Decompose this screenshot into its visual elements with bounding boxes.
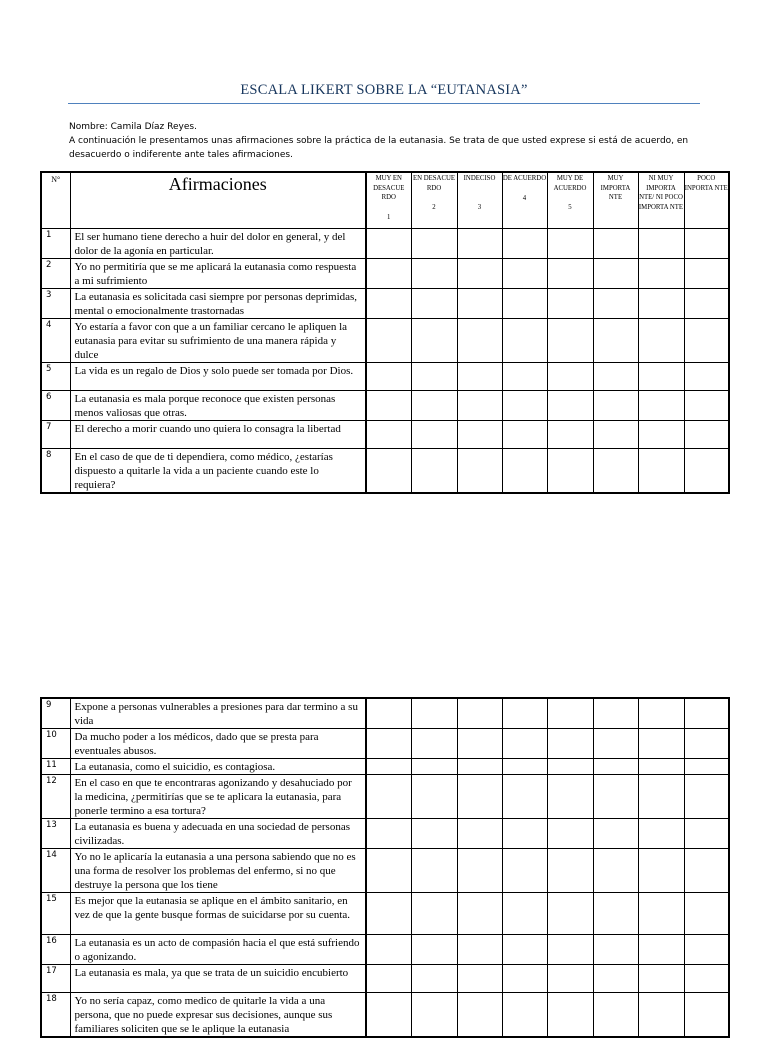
response-cell-3[interactable]: [457, 993, 502, 1038]
statement-row: [41, 849, 729, 893]
statement-row: [41, 893, 729, 935]
response-cell-5[interactable]: [547, 729, 593, 759]
response-cell-3[interactable]: [457, 849, 502, 893]
statement-number: 15: [41, 893, 70, 935]
response-cell-3[interactable]: [457, 390, 502, 420]
response-cell-1[interactable]: [366, 362, 411, 390]
response-cell-4[interactable]: [502, 228, 547, 258]
response-cell-1[interactable]: [366, 258, 411, 288]
response-cell-7[interactable]: [638, 729, 684, 759]
statement-row: [41, 935, 729, 965]
statement-text: Yo no sería capaz, como medico de quitarle la vida a una persona, que no puede expresar sus decisiones, aunque sus familiares soliciten que se le aplique la eutanasia: [70, 993, 366, 1038]
statement-text: La eutanasia, como el suicidio, es contagiosa.: [70, 759, 366, 775]
response-cell-7[interactable]: [638, 893, 684, 935]
response-cell-1[interactable]: [366, 965, 411, 993]
response-cell-4[interactable]: [502, 729, 547, 759]
response-cell-4[interactable]: [502, 893, 547, 935]
response-cell-1[interactable]: [366, 819, 411, 849]
response-cell-1[interactable]: [366, 228, 411, 258]
response-cell-6[interactable]: [593, 390, 638, 420]
response-cell-2[interactable]: [411, 775, 457, 819]
statement-row: [41, 698, 729, 729]
statement-text: La eutanasia es mala porque reconoce que existen personas menos valiosas que otras.: [70, 390, 366, 420]
response-cell-8[interactable]: [684, 759, 729, 775]
response-cell-8[interactable]: [684, 993, 729, 1038]
response-cell-3[interactable]: [457, 729, 502, 759]
scale-label: INDECISO: [463, 175, 496, 182]
response-cell-3[interactable]: [457, 819, 502, 849]
response-cell-5[interactable]: [547, 849, 593, 893]
response-cell-4[interactable]: [502, 390, 547, 420]
response-cell-6[interactable]: [593, 420, 638, 448]
header-scale-4: [502, 172, 547, 228]
statement-text: La eutanasia es solicitada casi siempre por personas deprimidas, mental o emocionalmente trastornadas: [70, 288, 366, 318]
response-cell-2[interactable]: [411, 362, 457, 390]
response-cell-8[interactable]: [684, 318, 729, 362]
response-cell-3[interactable]: [457, 759, 502, 775]
response-cell-7[interactable]: [638, 819, 684, 849]
statement-text: Da mucho poder a los médicos, dado que se presta para eventuales abusos.: [70, 729, 366, 759]
response-cell-8[interactable]: [684, 258, 729, 288]
statement-text: Es mejor que la eutanasia se aplique en el ámbito sanitario, en vez de que la gente busque formas de suicidarse por su cuenta.: [70, 893, 366, 935]
response-cell-6[interactable]: [593, 849, 638, 893]
response-cell-5[interactable]: [547, 993, 593, 1038]
response-cell-7[interactable]: [638, 775, 684, 819]
response-cell-6[interactable]: [593, 729, 638, 759]
response-cell-2[interactable]: [411, 318, 457, 362]
response-cell-7[interactable]: [638, 448, 684, 493]
response-cell-5[interactable]: [547, 362, 593, 390]
statement-number: 8: [41, 448, 70, 493]
scale-value: 2: [432, 204, 436, 211]
response-cell-2[interactable]: [411, 420, 457, 448]
statement-row: [41, 448, 729, 493]
response-cell-1[interactable]: [366, 759, 411, 775]
scale-value: 1: [387, 213, 391, 221]
scale-value: 3: [477, 203, 482, 211]
response-cell-6[interactable]: [593, 698, 638, 729]
response-cell-5[interactable]: [547, 420, 593, 448]
response-cell-6[interactable]: [593, 362, 638, 390]
response-cell-6[interactable]: [593, 819, 638, 849]
statement-number: 12: [41, 775, 70, 819]
response-cell-1[interactable]: [366, 448, 411, 493]
header-scale-neutral-importance: [638, 172, 684, 228]
statement-number: 5: [41, 362, 70, 390]
response-cell-3[interactable]: [457, 362, 502, 390]
response-cell-6[interactable]: [593, 228, 638, 258]
response-cell-5[interactable]: [547, 258, 593, 288]
response-cell-4[interactable]: [502, 288, 547, 318]
response-cell-6[interactable]: [593, 759, 638, 775]
response-cell-5[interactable]: [547, 935, 593, 965]
response-cell-1[interactable]: [366, 288, 411, 318]
response-cell-5[interactable]: [547, 318, 593, 362]
statement-row: [41, 228, 729, 258]
statement-number: 14: [41, 849, 70, 893]
response-cell-8[interactable]: [684, 729, 729, 759]
statement-text: El derecho a morir cuando uno quiera lo consagra la libertad: [70, 420, 366, 448]
response-cell-4[interactable]: [502, 759, 547, 775]
statement-number: 1: [41, 228, 70, 258]
statement-row: [41, 965, 729, 993]
response-cell-7[interactable]: [638, 390, 684, 420]
statement-number: 4: [41, 318, 70, 362]
response-cell-1[interactable]: [366, 390, 411, 420]
response-cell-7[interactable]: [638, 993, 684, 1038]
response-cell-5[interactable]: [547, 893, 593, 935]
statement-text: Yo no le aplicaría la eutanasia a una persona sabiendo que no es una forma de resolver los problemas del enfermo, si no que destruye la persona que los tiene: [70, 849, 366, 893]
response-cell-8[interactable]: [684, 228, 729, 258]
statement-number: 2: [41, 258, 70, 288]
response-cell-2[interactable]: [411, 390, 457, 420]
response-cell-8[interactable]: [684, 362, 729, 390]
statement-text: En el caso en que te encontraras agonizando y desahuciado por la medicina, ¿permitirías que se te aplicara la eutanasia, para ponerle termino a esa tortura?: [70, 775, 366, 819]
response-cell-2[interactable]: [411, 893, 457, 935]
statement-text: Yo no permitiría que se me aplicará la eutanasia como respuesta a mi sufrimiento: [70, 258, 366, 288]
response-cell-4[interactable]: [502, 775, 547, 819]
header-scale-1: [366, 172, 411, 228]
response-cell-6[interactable]: [593, 993, 638, 1038]
statement-number: 9: [41, 698, 70, 729]
document-title: ESCALA LIKERT SOBRE LA “EUTANASIA”: [240, 82, 528, 98]
respondent-name: Nombre: Camila Díaz Reyes.: [69, 122, 197, 132]
response-cell-7[interactable]: [638, 698, 684, 729]
likert-table-page-1: [40, 171, 730, 494]
response-cell-7[interactable]: [638, 258, 684, 288]
response-cell-1[interactable]: [366, 698, 411, 729]
statement-number: 11: [41, 759, 70, 775]
response-cell-6[interactable]: [593, 893, 638, 935]
response-cell-6[interactable]: [593, 288, 638, 318]
response-cell-4[interactable]: [502, 993, 547, 1038]
response-cell-4[interactable]: [502, 965, 547, 993]
statement-text: La eutanasia es mala, ya que se trata de un suicidio encubierto: [70, 965, 366, 993]
response-cell-8[interactable]: [684, 775, 729, 819]
scale-value: 5: [568, 204, 572, 211]
response-cell-3[interactable]: [457, 965, 502, 993]
scale-label: MUY EN DESACUE RDO: [373, 175, 405, 201]
response-cell-7[interactable]: [638, 965, 684, 993]
scale-label: NI MUY IMPORTA NTE/ NI POCO IMPORTA NTE: [638, 175, 684, 211]
response-cell-5[interactable]: [547, 390, 593, 420]
response-cell-7[interactable]: [638, 420, 684, 448]
response-cell-6[interactable]: [593, 318, 638, 362]
response-cell-3[interactable]: [457, 258, 502, 288]
response-cell-5[interactable]: [547, 698, 593, 729]
response-cell-2[interactable]: [411, 965, 457, 993]
response-cell-8[interactable]: [684, 819, 729, 849]
statement-number: 13: [41, 819, 70, 849]
response-cell-8[interactable]: [684, 448, 729, 493]
response-cell-3[interactable]: [457, 448, 502, 493]
statement-text: En el caso de que de ti dependiera, como médico, ¿estarías dispuesto a quitarle la vida a un paciente cuando este lo requiera?: [70, 448, 366, 493]
response-cell-6[interactable]: [593, 935, 638, 965]
statement-row: [41, 390, 729, 420]
response-cell-7[interactable]: [638, 849, 684, 893]
response-cell-8[interactable]: [684, 935, 729, 965]
instructions-line-1: A continuación le presentamos unas afirmaciones sobre la práctica de la eutanasia. Se trata de que usted exprese si está de acuerdo, en: [69, 136, 689, 146]
response-cell-5[interactable]: [547, 228, 593, 258]
statement-text: Expone a personas vulnerables a presiones para dar termino a su vida: [70, 698, 366, 729]
statement-text: La vida es un regalo de Dios y solo puede ser tomada por Dios.: [70, 362, 366, 390]
response-cell-4[interactable]: [502, 318, 547, 362]
statement-row: [41, 775, 729, 819]
response-cell-7[interactable]: [638, 759, 684, 775]
statement-number: 6: [41, 390, 70, 420]
response-cell-3[interactable]: [457, 698, 502, 729]
header-number: N°: [41, 172, 70, 228]
header-scale-3: [457, 172, 502, 228]
response-cell-4[interactable]: [502, 362, 547, 390]
response-cell-5[interactable]: [547, 448, 593, 493]
statement-number: 3: [41, 288, 70, 318]
scale-label: MUY DE ACUERDO: [553, 175, 587, 192]
header-statements: Afirmaciones: [70, 172, 366, 228]
response-cell-6[interactable]: [593, 775, 638, 819]
statement-row: [41, 362, 729, 390]
response-cell-3[interactable]: [457, 420, 502, 448]
statement-row: [41, 420, 729, 448]
header-scale-5: [547, 172, 593, 228]
statement-text: La eutanasia es buena y adecuada en una sociedad de personas civilizadas.: [70, 819, 366, 849]
statement-number: 18: [41, 993, 70, 1038]
response-cell-4[interactable]: [502, 420, 547, 448]
response-cell-4[interactable]: [502, 935, 547, 965]
statement-text: La eutanasia es un acto de compasión hacia el que está sufriendo o agonizando.: [70, 935, 366, 965]
statement-row: [41, 993, 729, 1038]
response-cell-6[interactable]: [593, 448, 638, 493]
response-cell-2[interactable]: [411, 819, 457, 849]
response-cell-5[interactable]: [547, 759, 593, 775]
response-cell-8[interactable]: [684, 698, 729, 729]
response-cell-4[interactable]: [502, 698, 547, 729]
response-cell-7[interactable]: [638, 228, 684, 258]
statement-row: [41, 759, 729, 775]
header-scale-very-important: [593, 172, 638, 228]
response-cell-7[interactable]: [638, 288, 684, 318]
response-cell-2[interactable]: [411, 698, 457, 729]
table-header-row: [41, 172, 729, 228]
response-cell-2[interactable]: [411, 288, 457, 318]
response-cell-5[interactable]: [547, 288, 593, 318]
response-cell-8[interactable]: [684, 390, 729, 420]
response-cell-3[interactable]: [457, 228, 502, 258]
response-cell-4[interactable]: [502, 258, 547, 288]
response-cell-4[interactable]: [502, 448, 547, 493]
response-cell-1[interactable]: [366, 775, 411, 819]
scale-label: MUY IMPORTA NTE: [600, 175, 631, 201]
response-cell-1[interactable]: [366, 993, 411, 1038]
response-cell-5[interactable]: [547, 819, 593, 849]
response-cell-1[interactable]: [366, 318, 411, 362]
response-cell-8[interactable]: [684, 420, 729, 448]
response-cell-2[interactable]: [411, 729, 457, 759]
likert-table-page-2: [40, 697, 730, 1038]
response-cell-8[interactable]: [684, 965, 729, 993]
scale-label: EN DESACUE RDO: [412, 175, 456, 192]
response-cell-2[interactable]: [411, 258, 457, 288]
response-cell-1[interactable]: [366, 935, 411, 965]
header-scale-2: [411, 172, 457, 228]
statement-number: 17: [41, 965, 70, 993]
response-cell-5[interactable]: [547, 775, 593, 819]
statement-text: Yo estaría a favor con que a un familiar cercano le apliquen la eutanasia para evitar su sufrimiento de una manera rápida y dulce: [70, 318, 366, 362]
response-cell-7[interactable]: [638, 362, 684, 390]
response-cell-3[interactable]: [457, 318, 502, 362]
response-cell-7[interactable]: [638, 318, 684, 362]
response-cell-2[interactable]: [411, 849, 457, 893]
response-cell-7[interactable]: [638, 935, 684, 965]
response-cell-3[interactable]: [457, 935, 502, 965]
intro-block: [69, 120, 701, 162]
response-cell-2[interactable]: [411, 448, 457, 493]
statement-row: [41, 318, 729, 362]
statement-number: 10: [41, 729, 70, 759]
response-cell-4[interactable]: [502, 819, 547, 849]
response-cell-6[interactable]: [593, 258, 638, 288]
response-cell-1[interactable]: [366, 729, 411, 759]
response-cell-5[interactable]: [547, 965, 593, 993]
instructions-line-2: desacuerdo o indiferente ante tales afirmaciones.: [69, 150, 293, 160]
response-cell-1[interactable]: [366, 893, 411, 935]
statement-number: 7: [41, 420, 70, 448]
response-cell-6[interactable]: [593, 965, 638, 993]
scale-value: 4: [522, 194, 527, 202]
statement-row: [41, 258, 729, 288]
response-cell-3[interactable]: [457, 893, 502, 935]
scale-label: DE ACUERDO: [502, 175, 547, 182]
statement-row: [41, 288, 729, 318]
response-cell-4[interactable]: [502, 849, 547, 893]
statement-number: 16: [41, 935, 70, 965]
response-cell-2[interactable]: [411, 759, 457, 775]
header-scale-little-important: [684, 172, 729, 228]
response-cell-8[interactable]: [684, 849, 729, 893]
response-cell-8[interactable]: [684, 288, 729, 318]
title-underline: [68, 103, 700, 104]
response-cell-2[interactable]: [411, 935, 457, 965]
response-cell-2[interactable]: [411, 993, 457, 1038]
statement-text: El ser humano tiene derecho a huir del dolor en general, y del dolor de la agonía en particular.: [70, 228, 366, 258]
scale-label: POCO INPORTA NTE: [684, 175, 728, 192]
response-cell-8[interactable]: [684, 893, 729, 935]
response-cell-2[interactable]: [411, 228, 457, 258]
statement-row: [41, 729, 729, 759]
response-cell-1[interactable]: [366, 849, 411, 893]
response-cell-3[interactable]: [457, 775, 502, 819]
response-cell-3[interactable]: [457, 288, 502, 318]
response-cell-1[interactable]: [366, 420, 411, 448]
statement-row: [41, 819, 729, 849]
